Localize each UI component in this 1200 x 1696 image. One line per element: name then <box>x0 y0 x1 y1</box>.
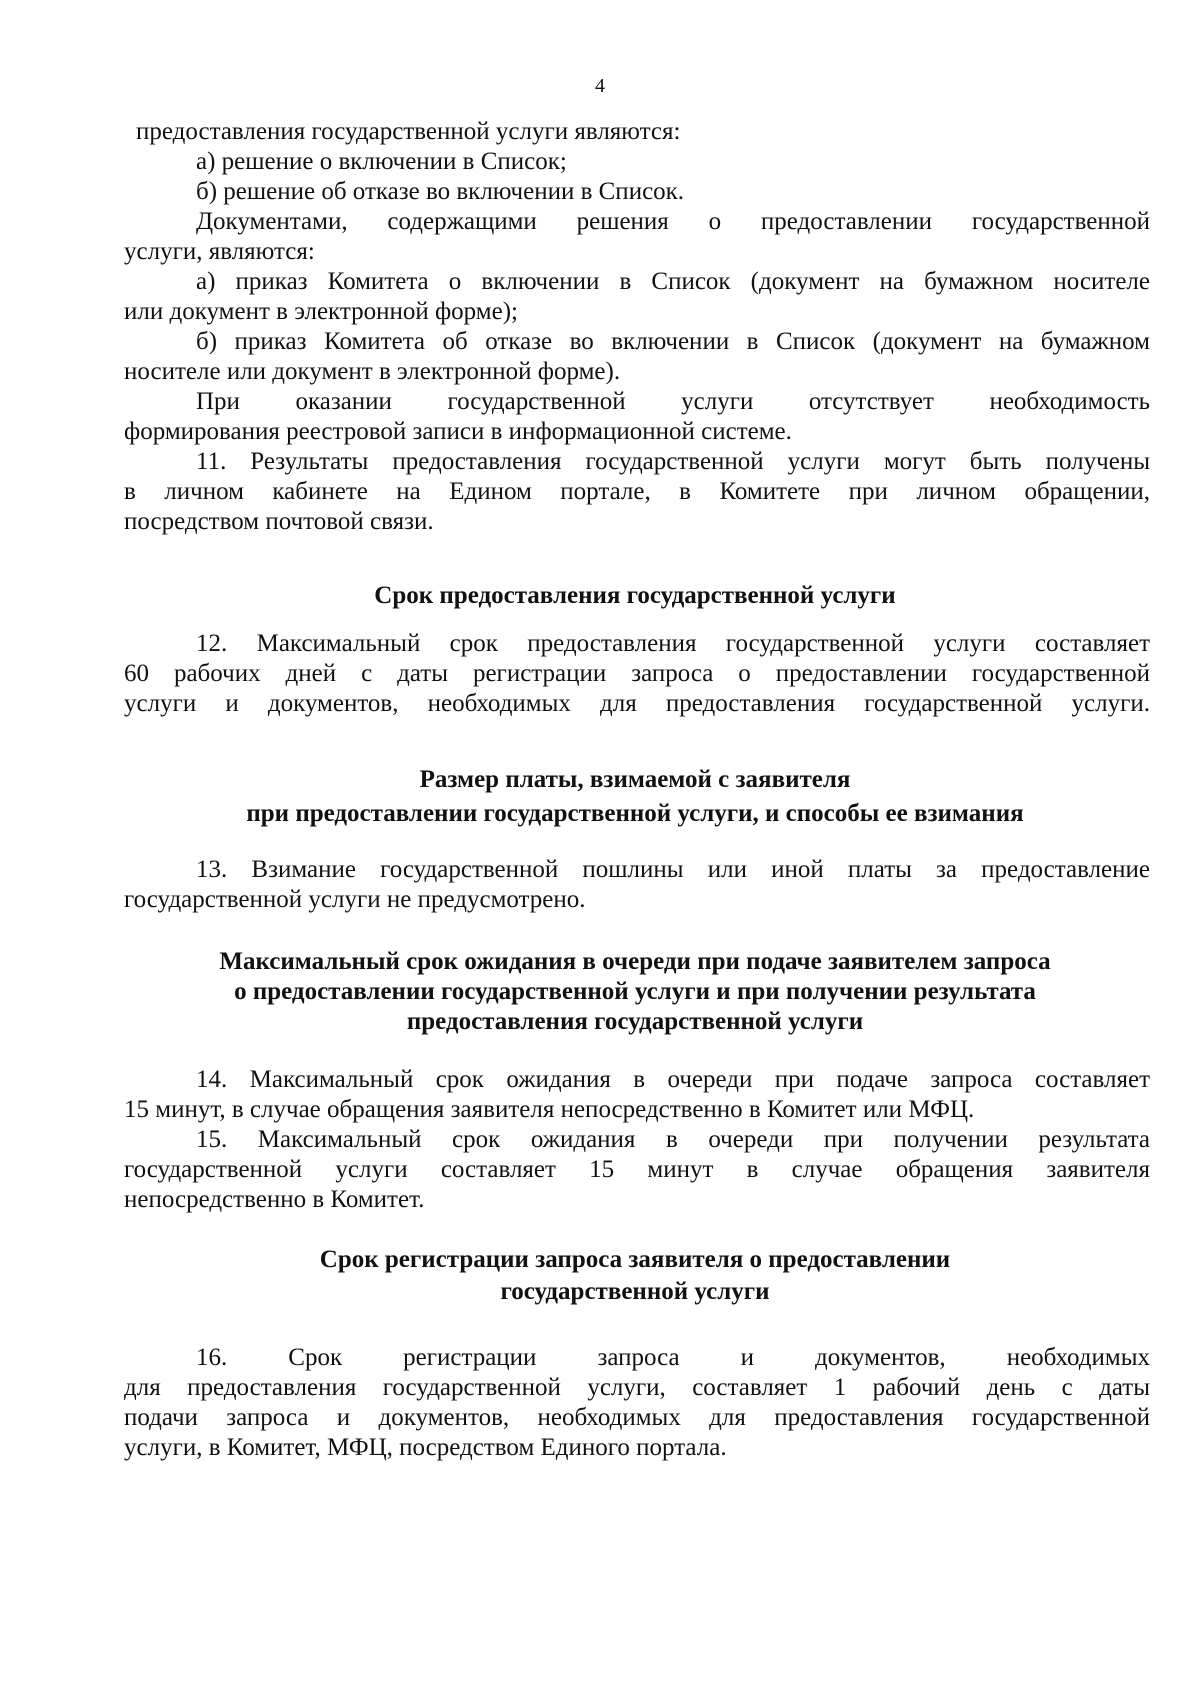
text-line: б) приказ Комитета об отказе во включении в Список (документ на бумажном <box>196 328 1150 355</box>
text-line: или документ в электронной форме); <box>124 298 518 325</box>
text-line: 11. Результаты предоставления государственной услуги могут быть получены <box>196 448 1150 475</box>
text-line: Документами, содержащими решения о предоставлении государственной <box>196 208 1150 235</box>
text-line: услуги и документов, необходимых для предоставления государственной услуги. <box>124 690 1150 717</box>
text-line: 14. Максимальный срок ожидания в очереди при подаче запроса составляет <box>196 1066 1150 1093</box>
section-heading: о предоставлении государственной услуги и при получении результата <box>234 978 1036 1005</box>
text-line: 15 минут, в случае обращения заявителя непосредственно в Комитет или МФЦ. <box>124 1096 975 1123</box>
text-line: государственной услуги составляет 15 минут в случае обращения заявителя <box>124 1156 1150 1183</box>
page-number: 4 <box>595 75 605 97</box>
text-line: 13. Взимание государственной пошлины или иной платы за предоставление <box>196 856 1150 883</box>
text-line: для предоставления государственной услуги, составляет 1 рабочий день с даты <box>124 1374 1150 1401</box>
text-line: а) приказ Комитета о включении в Список (документ на бумажном носителе <box>196 268 1150 295</box>
text-line: посредством почтовой связи. <box>124 508 434 535</box>
text-line: 60 рабочих дней с даты регистрации запроса о предоставлении государственной <box>124 660 1150 687</box>
section-heading: Максимальный срок ожидания в очереди при подаче заявителем запроса <box>219 948 1051 975</box>
section-heading: Срок регистрации запроса заявителя о предоставлении <box>319 1246 951 1273</box>
text-line: подачи запроса и документов, необходимых для предоставления государственной <box>124 1404 1150 1431</box>
text-line: в личном кабинете на Едином портале, в Комитете при личном обращении, <box>124 478 1150 505</box>
text-line: предоставления государственной услуги являются: <box>136 118 681 145</box>
text-line: б) решение об отказе во включении в Список. <box>196 178 685 205</box>
section-heading: государственной услуги <box>500 1278 770 1305</box>
section-heading: при предоставлении государственной услуги, и способы ее взимания <box>246 800 1024 827</box>
text-line: услуги, являются: <box>124 238 315 265</box>
text-line: а) решение о включении в Список; <box>196 148 567 175</box>
text-line: государственной услуги не предусмотрено. <box>124 886 586 913</box>
text-line: 16. Срок регистрации запроса и документов, необходимых <box>196 1344 1150 1371</box>
text-line: 15. Максимальный срок ожидания в очереди при получении результата <box>196 1126 1150 1153</box>
section-heading: предоставления государственной услуги <box>406 1008 864 1035</box>
text-line: непосредственно в Комитет. <box>124 1186 425 1213</box>
section-heading: Размер платы, взимаемой с заявителя <box>419 766 851 793</box>
text-line: формирования реестровой записи в информационной системе. <box>124 418 792 445</box>
section-heading: Срок предоставления государственной услуги <box>374 582 896 609</box>
text-line: носителе или документ в электронной форме). <box>124 358 621 385</box>
text-line: При оказании государственной услуги отсутствует необходимость <box>196 388 1150 415</box>
text-line: 12. Максимальный срок предоставления государственной услуги составляет <box>196 630 1150 657</box>
text-line: услуги, в Комитет, МФЦ, посредством Единого портала. <box>124 1434 727 1461</box>
